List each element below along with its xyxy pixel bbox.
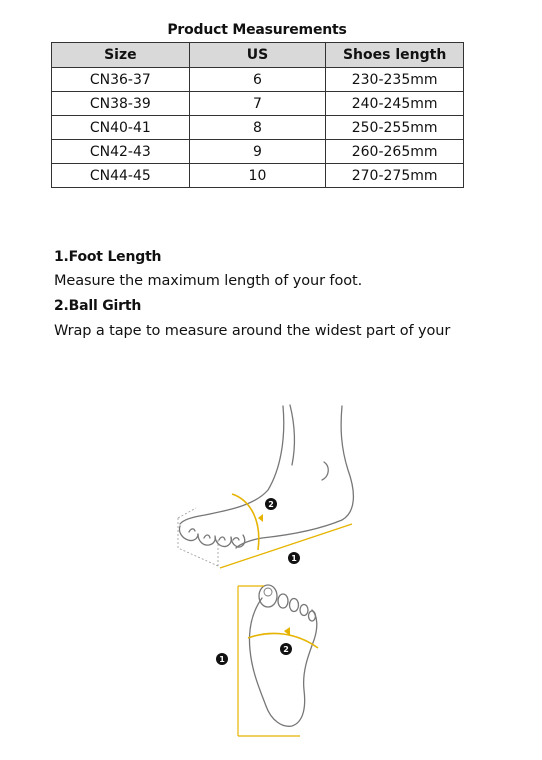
table-title: Product Measurements <box>167 22 347 38</box>
foot-length-heading: 1.Foot Length <box>54 249 162 265</box>
foot-length-text: Measure the maximum length of your foot. <box>54 273 363 289</box>
cell-us: 7 <box>189 92 326 116</box>
cell-length: 230-235mm <box>326 68 464 92</box>
badge-girth-top <box>280 643 292 655</box>
cell-length: 240-245mm <box>326 92 464 116</box>
cell-length: 250-255mm <box>326 116 464 140</box>
cell-size: CN40-41 <box>52 116 190 140</box>
side-foot-outline <box>179 405 353 548</box>
badge-length-side <box>288 552 300 564</box>
cell-size: CN44-45 <box>52 164 190 188</box>
header-us: US <box>189 43 326 68</box>
badge-length-top <box>216 653 228 665</box>
cell-us: 8 <box>189 116 326 140</box>
svg-text:2: 2 <box>268 500 274 509</box>
svg-text:1: 1 <box>219 655 225 664</box>
cell-length: 270-275mm <box>326 164 464 188</box>
header-size: Size <box>52 43 190 68</box>
cell-size: CN38-39 <box>52 92 190 116</box>
svg-text:1: 1 <box>291 554 297 563</box>
ball-girth-text: Wrap a tape to measure around the widest part of your <box>54 323 451 339</box>
side-girth-line <box>232 494 259 550</box>
top-foot-outline <box>250 585 317 726</box>
cell-length: 260-265mm <box>326 140 464 164</box>
ball-girth-heading: 2.Ball Girth <box>54 298 142 314</box>
cell-size: CN36-37 <box>52 68 190 92</box>
cell-us: 6 <box>189 68 326 92</box>
cell-us: 9 <box>189 140 326 164</box>
girth-arrow-icon <box>258 514 263 522</box>
cell-us: 10 <box>189 164 326 188</box>
badge-girth-side <box>265 498 277 510</box>
header-shoes-length: Shoes length <box>326 43 464 68</box>
cell-size: CN42-43 <box>52 140 190 164</box>
svg-text:2: 2 <box>283 645 289 654</box>
side-length-line <box>220 524 352 568</box>
